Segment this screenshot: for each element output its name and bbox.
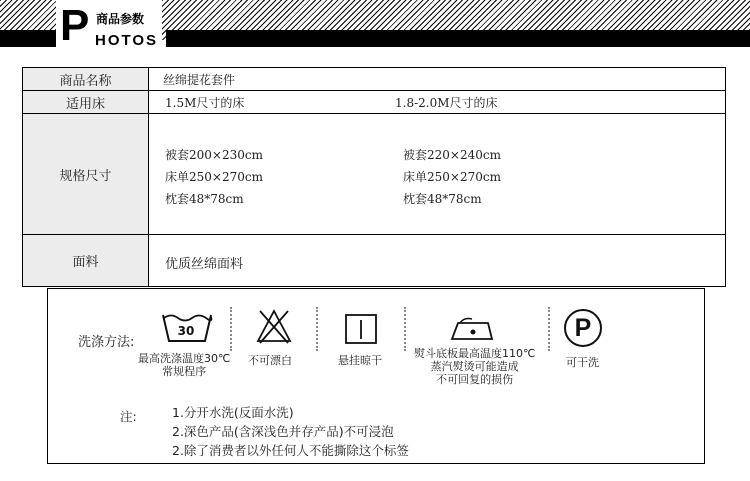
dry-clean-icon: P [564,309,602,347]
label-bed-size: 适用床 [23,91,149,113]
value-bed-size-1: 1.5M尺寸的床 [165,96,245,110]
value-fabric: 优质丝绵面料 [165,257,244,272]
separator [316,307,318,351]
row-bed-size [23,91,725,114]
note-item: 2.除了消费者以外任何人不能撕除这个标签 [172,443,409,458]
spec-col2-duvet: 被套220×240cm [403,148,501,162]
separator [548,307,550,351]
separator [230,307,232,351]
label-specification: 规格尺寸 [23,114,149,234]
header-bar-right [166,30,750,47]
label-fabric: 面料 [23,235,149,286]
spec-col1-sheet: 床单250×270cm [165,170,263,184]
label-product-name: 商品名称 [23,68,149,90]
note-item: 2.深色产品(含深浅色并存产品)不可浸泡 [172,424,394,439]
care-instructions-panel [47,288,705,464]
wash-temp-text: 30 [177,324,195,338]
no-bleach-caption: 不可漂白 [248,354,292,367]
spec-col1-duvet: 被套200×230cm [165,148,263,162]
iron-icon [448,315,498,343]
spec-col2-pillowcase: 枕套48*78cm [403,192,482,206]
no-bleach-icon [254,307,294,345]
header-title-cn: 商品参数 [96,12,145,26]
value-product-name: 丝绵提花套件 [163,73,236,87]
row-product-name [23,68,725,91]
hang-dry-icon [344,313,378,345]
dry-clean-caption: 可干洗 [566,356,599,369]
wash-caption: 最高洗涤温度30℃ 常规程序 [138,352,231,378]
care-title: 洗涤方法: [78,335,135,350]
note-label: 注: [120,409,137,424]
spec-col2-sheet: 床单250×270cm [403,170,501,184]
wash-30-icon [160,311,214,345]
value-bed-size-2: 1.8-2.0M尺寸的床 [395,96,498,110]
note-item: 1.分开水洗(反面水洗) [172,405,294,420]
hang-dry-caption: 悬挂晾干 [338,354,382,367]
header-big-letter: P [60,1,90,50]
header-title-en: HOTOS [95,32,159,49]
product-parameter-table [22,67,726,287]
row-fabric [23,235,725,286]
header-bar-left [0,30,56,47]
iron-caption: 熨斗底板最高温度110℃ 蒸汽熨烫可能造成 不可回复的损伤 [414,347,536,386]
spec-col1-pillowcase: 枕套48*78cm [165,192,244,206]
row-specification [23,114,725,235]
separator [404,307,406,351]
